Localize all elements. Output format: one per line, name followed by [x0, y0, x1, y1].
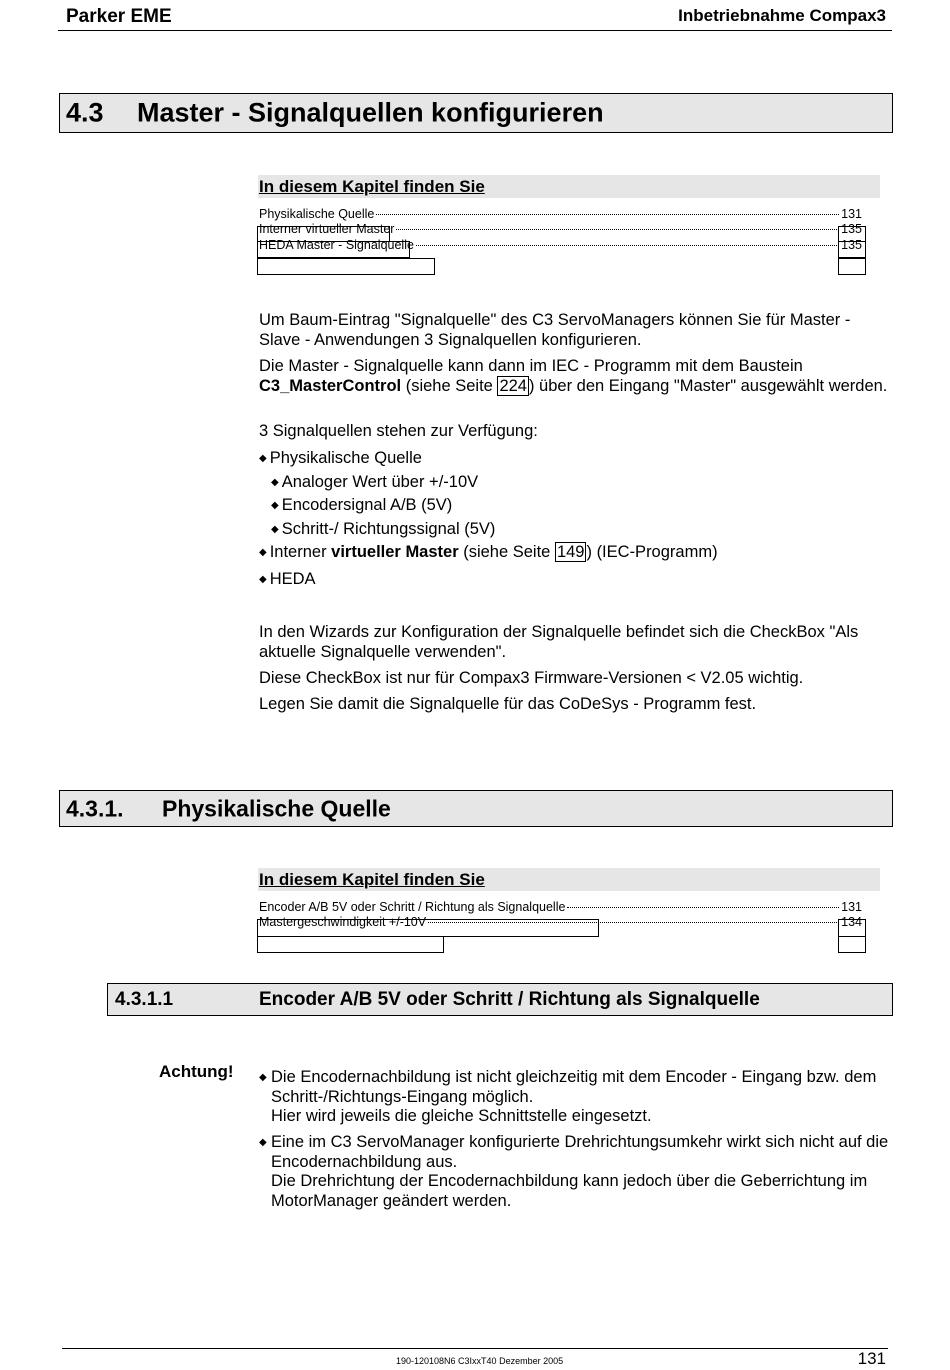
wizard-paragraph: In den Wizards zur Konfiguration der Signalquelle befindet sich die CheckBox "Als aktuelle Signalquelle verwenden".	[259, 623, 859, 661]
diamond-bullet-icon: ◆	[259, 547, 267, 558]
footer-divider	[62, 1348, 888, 1349]
wizard-paragraph: Diese CheckBox ist nur für Compax3 Firmware-Versionen < V2.05 wichtig.	[259, 669, 804, 687]
toc-link-frame[interactable]	[257, 226, 390, 242]
toc-row[interactable]	[259, 207, 862, 223]
toc-heading: In diesem Kapitel finden Sie	[258, 868, 880, 891]
text-run: virtueller Master	[331, 543, 459, 561]
diamond-bullet-icon: ◆	[259, 1072, 267, 1083]
list-item	[259, 1132, 270, 1153]
text-run: ) (IEC-Programm)	[586, 543, 718, 561]
diamond-bullet-icon: ◆	[259, 1137, 267, 1148]
section-title: Physikalische Quelle	[162, 795, 391, 821]
list-item	[271, 519, 495, 540]
list-item	[271, 495, 452, 516]
diamond-bullet-icon: ◆	[259, 574, 267, 585]
toc-entry-label: Interner virtueller Master	[259, 222, 395, 236]
attention-text: Die Encodernachbildung ist nicht gleichzeitig mit dem Encoder - Eingang bzw. dem Schritt-/Richtungs-Eingang möglich.	[271, 1068, 877, 1106]
toc-heading: In diesem Kapitel finden Sie	[258, 175, 880, 198]
toc-leader	[396, 229, 839, 230]
wizard-paragraph: Legen Sie damit die Signalquelle für das CoDeSys - Programm fest.	[259, 695, 757, 713]
section-title: Master - Signalquellen konfigurieren	[137, 97, 604, 128]
list-item	[259, 1067, 270, 1088]
attention-text: Eine im C3 ServoManager konfigurierte Drehrichtungsumkehr wirkt sich nicht auf die Encodernachbildung aus.	[271, 1133, 889, 1171]
diamond-bullet-icon: ◆	[271, 477, 279, 488]
toc-leader	[376, 214, 839, 215]
attention-text: Hier wird jeweils die gleiche Schnittstelle eingesetzt.	[271, 1107, 652, 1125]
intro-paragraph: 3 Signalquellen stehen zur Verfügung:	[259, 422, 538, 440]
toc-leader	[416, 245, 839, 246]
text-run: Die Master - Signalquelle kann dann im IEC - Programm mit dem Baustein	[259, 357, 803, 375]
toc-entry-page: 134	[841, 915, 862, 929]
diamond-bullet-icon: ◆	[271, 500, 279, 511]
diamond-bullet-icon: ◆	[271, 524, 279, 535]
toc-page-frame[interactable]	[838, 241, 866, 258]
toc-entry-label: HEDA Master - Signalquelle	[259, 238, 414, 252]
list-item-text: Analoger Wert über +/-10V	[281, 473, 479, 491]
header-divider	[58, 30, 892, 31]
block-name: C3_MasterControl	[259, 377, 402, 395]
page-link[interactable]: 224	[499, 377, 527, 395]
intro-paragraph: Um Baum-Eintrag "Signalquelle" des C3 ServoManagers können Sie für Master - Slave - Anwendungen 3 Signalquellen konfigurieren.	[259, 311, 851, 349]
toc-link-frame[interactable]	[257, 919, 599, 937]
section-4-3-1-heading	[59, 790, 893, 827]
toc-entry-page: 131	[841, 900, 862, 914]
toc-page-frame[interactable]	[838, 919, 866, 937]
header-company: Parker EME	[66, 6, 172, 27]
toc-link-frame[interactable]	[257, 936, 444, 953]
toc-row[interactable]	[259, 900, 862, 916]
list-item-text: HEDA	[269, 570, 316, 588]
diamond-bullet-icon: ◆	[259, 453, 267, 464]
list-item	[259, 542, 718, 563]
toc-entry-page: 135	[841, 222, 862, 236]
toc-page-frame[interactable]	[838, 258, 866, 275]
list-item-text: Physikalische Quelle	[269, 449, 422, 467]
section-number: 4.3.1.1	[115, 988, 174, 1010]
toc-entry-page: 135	[841, 238, 862, 252]
toc-link-frame[interactable]	[257, 241, 410, 258]
list-item-text: Encodersignal A/B (5V)	[281, 496, 453, 514]
toc-leader	[567, 907, 839, 908]
text-run: Interner	[269, 543, 332, 561]
footer-page-number: 131	[857, 1349, 886, 1368]
text-run: (siehe Seite	[458, 543, 555, 561]
toc-entry-label: Physikalische Quelle	[259, 207, 375, 221]
toc-entry-label: Encoder A/B 5V oder Schritt / Richtung als Signalquelle	[259, 900, 566, 914]
text-run: ) über den Eingang "Master" ausgewählt werden.	[528, 377, 888, 395]
list-item-text: Schritt-/ Richtungssignal (5V)	[281, 520, 496, 538]
page-link[interactable]: 149	[556, 543, 585, 561]
intro-paragraph-iec	[259, 356, 889, 396]
list-item	[271, 472, 478, 493]
toc-link-frame[interactable]	[257, 258, 435, 275]
toc-page-frame[interactable]	[838, 226, 866, 242]
toc-entry-page: 131	[841, 207, 862, 221]
section-number: 4.3	[66, 97, 104, 128]
footer-doc-id: 190-120108N6 C3IxxT40 Dezember 2005	[396, 1356, 564, 1366]
section-4-3-1-1-heading	[107, 983, 893, 1016]
attention-label: Achtung!	[159, 1062, 234, 1081]
text-run: (siehe Seite	[401, 377, 498, 395]
section-title: Encoder A/B 5V oder Schritt / Richtung als Signalquelle	[259, 988, 760, 1010]
list-item	[259, 448, 422, 469]
section-number: 4.3.1.	[66, 795, 124, 821]
header-title: Inbetriebnahme Compax3	[678, 6, 886, 25]
attention-text: Die Drehrichtung der Encodernachbildung kann jedoch über die Geberrichtung im MotorManager geändert werden.	[271, 1172, 868, 1210]
list-item	[259, 569, 316, 590]
section-4-3-heading	[59, 93, 893, 133]
toc-page-frame[interactable]	[838, 936, 866, 953]
toc-entry-label: Mastergeschwindigkeit +/-10V	[259, 915, 427, 929]
